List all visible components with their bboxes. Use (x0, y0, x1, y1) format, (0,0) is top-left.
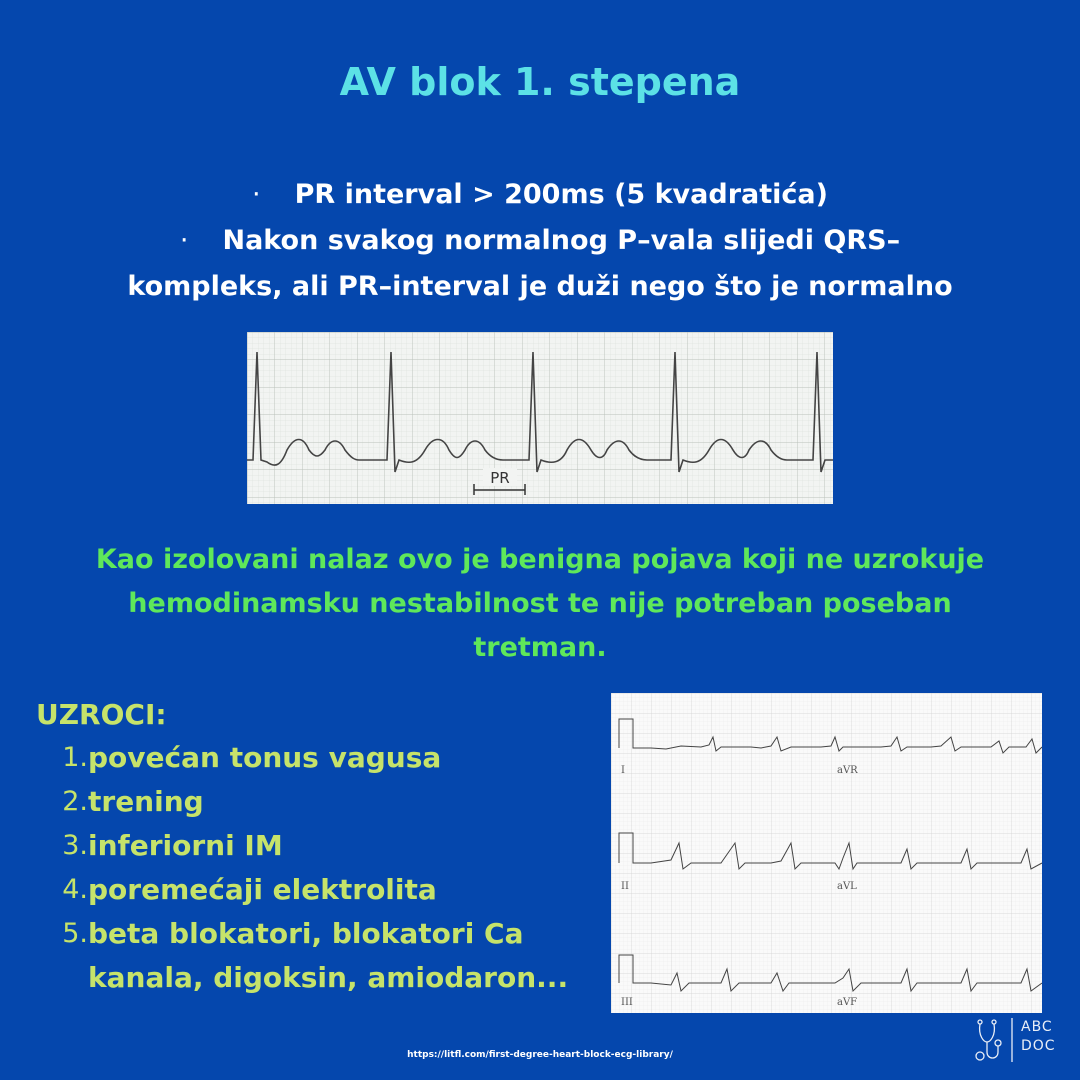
page-title: AV blok 1. stepena (339, 60, 741, 104)
list-number: 4. (62, 874, 88, 905)
bullet-item (60, 172, 1020, 218)
definition-bullets (60, 172, 1020, 310)
benign-note (60, 538, 1020, 670)
ecg-strip-image (247, 332, 833, 504)
source-link[interactable]: https://litfl.com/first-degree-heart-block-ecg-library/ (407, 1050, 673, 1060)
bullet-dot: · (179, 225, 189, 256)
list-text-line: kanala, digoksin, amiodaron... (88, 961, 569, 994)
list-item (56, 780, 596, 824)
benign-line: hemodinamsku nestabilnost te nije potreban poseban (128, 588, 952, 619)
causes-list (56, 736, 596, 1000)
bullet-continuation: kompleks, ali PR–interval je duži nego što je normalno (127, 271, 953, 302)
lead-label-ii: II (621, 881, 629, 892)
list-text-line: beta blokatori, blokatori Ca (88, 917, 524, 950)
list-text: poremećaji elektrolita (88, 873, 437, 906)
ecg-12lead-image (611, 693, 1042, 1013)
lead-label-avf: aVF (837, 997, 858, 1008)
list-item (56, 868, 596, 912)
list-number: 3. (62, 830, 88, 861)
list-item (56, 912, 596, 1000)
list-item (56, 736, 596, 780)
list-item (56, 824, 596, 868)
lead-label-avl: aVL (837, 881, 857, 892)
lead-label-i: I (621, 765, 625, 776)
lead-label-iii: III (621, 997, 633, 1008)
brand-line: DOC (1021, 1038, 1056, 1054)
list-text: povećan tonus vagusa (88, 741, 442, 774)
bullet-item (60, 218, 1020, 264)
benign-line: Kao izolovani nalaz ovo je benigna pojava koji ne uzrokuje (95, 544, 985, 575)
list-number: 5. (62, 918, 88, 949)
bullet-text: PR interval > 200ms (5 kvadratića) (294, 179, 828, 210)
list-text (88, 912, 568, 1000)
causes-title: UZROCI: (36, 698, 167, 731)
bullet-dot: · (252, 179, 261, 210)
lead-label-avr: aVR (837, 765, 858, 776)
list-text: trening (88, 785, 204, 818)
list-number: 2. (62, 786, 88, 817)
pr-label: PR (490, 469, 510, 487)
brand-line: ABC (1021, 1019, 1053, 1035)
list-number: 1. (62, 742, 88, 773)
bullet-text: Nakon svakog normalnog P–vala slijedi QRS– (222, 225, 901, 256)
list-text: inferiorni IM (88, 829, 283, 862)
benign-line: tretman. (473, 632, 607, 663)
